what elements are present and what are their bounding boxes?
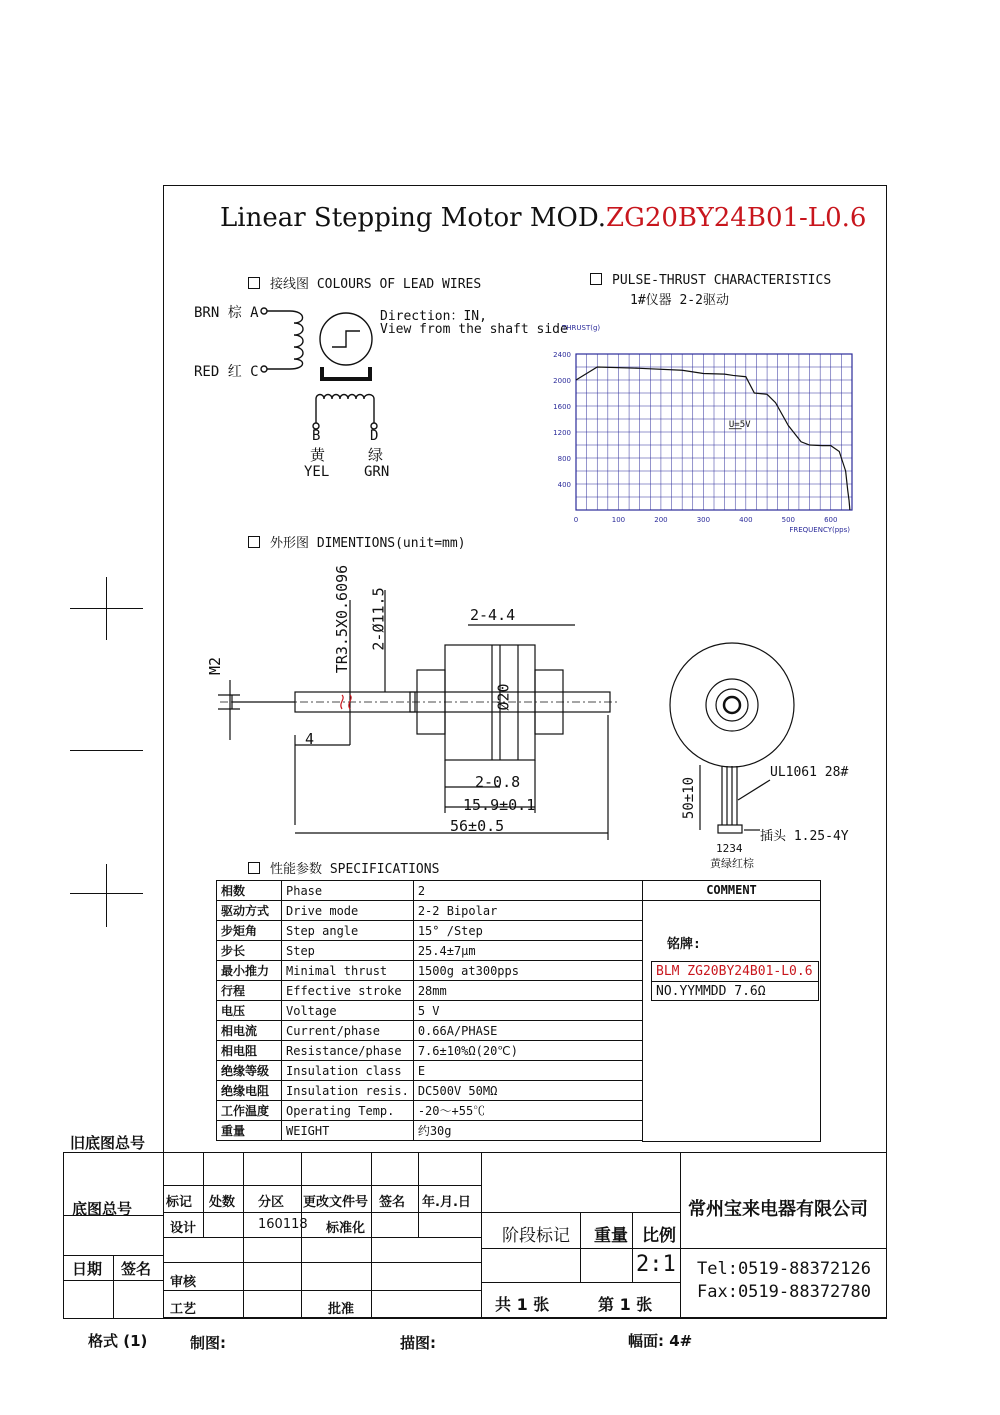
spec-en: Insulation resis. [282,1081,414,1101]
comment-box [642,880,821,1142]
wire-grn-label: GRN [364,464,390,480]
chart-y-tick: 2400 [553,351,571,359]
spec-row [217,881,643,901]
wire-yel-label: YEL [304,464,330,480]
footer-traced: 描图: [400,1334,436,1352]
dim-w44: 2-4.4 [470,606,516,624]
spec-cn: 步长 [217,941,282,961]
tb-line [63,1152,64,1318]
spec-en: Drive mode [282,901,414,921]
nameplate-label: 铭牌: [667,937,701,952]
dim-w08: 2-0.8 [475,773,521,791]
tb-zone: 分区 [258,1195,285,1210]
tb-signature: 签名 [379,1195,406,1210]
spec-en: Insulation class [282,1061,414,1081]
coil-bd-icon [316,395,374,424]
tb-design-date: 160118 [258,1217,308,1232]
spec-cn: 步矩角 [217,921,282,941]
spec-val: 1500g at300pps [413,961,642,981]
direction-text: Direction：IN, [380,309,487,324]
tb-page: 第 1 张 [598,1295,653,1314]
wiring-diagram [250,295,380,435]
dim-tr: TR3.5X0.6096 [333,564,352,674]
spec-row [217,1061,643,1081]
spec-val: 约30g [413,1121,642,1141]
tb-stage: 阶段标记 [502,1226,570,1246]
spec-val: 2 [413,881,642,901]
wire-b-label: B [312,428,321,444]
tb-company: 常州宝来电器有限公司 [688,1199,868,1220]
tb-line [63,1318,887,1319]
spec-row [217,961,643,981]
tb-ymd: 年.月.日 [422,1195,471,1210]
tb-scale: 2:1 [636,1252,676,1277]
tb-line [163,1290,481,1291]
dim-d20: Ø20 [494,683,513,711]
chart-y-tick: 2000 [553,377,571,385]
wiring-heading: 接线图 COLOURS OF LEAD WIRES [248,273,481,292]
tb-weight: 重量 [594,1226,628,1246]
dim-l50: 50±10 [681,776,698,820]
tb-date: 日期 [72,1260,103,1278]
margin-mark-2-h [70,750,143,751]
tb-total: 共 1 张 [495,1295,550,1314]
coil-ac-icon [267,311,303,369]
spec-en: Voltage [282,1001,414,1021]
spec-cn: 相电阻 [217,1041,282,1061]
spec-val: 15° /Step [413,921,642,941]
spec-val: DC500V 50MΩ [413,1081,642,1101]
tb-line [481,1152,482,1318]
tb-line [632,1212,633,1282]
pulse-thrust-chart [540,316,870,536]
spec-en: Minimal thrust [282,961,414,981]
chart-y-label: THRUST(g) [562,324,601,332]
tb-line [680,1152,681,1318]
wire-brn-label: BRN 棕 A [194,305,259,321]
spec-en: Resistance/phase [282,1041,414,1061]
footer-format: 格式 (1) [88,1332,148,1350]
footer-drawn: 制图: [190,1334,226,1352]
wire-green-cn: 绿 [368,446,384,464]
chart-y-tick: 800 [557,455,571,463]
chart-x-label: FREQUENCY(pps) [789,526,850,534]
dim-ul: UL1061 28# [770,765,849,780]
tb-line [418,1152,419,1237]
chart-annotation: U=5V [728,419,751,430]
spec-val: E [413,1061,642,1081]
nameplate-box [651,961,819,1001]
chart-x-tick: 100 [611,516,626,524]
nameplate-no: NO.YYMMDD 7.6Ω [656,984,766,999]
chart-y-tick: 1600 [553,403,571,411]
spec-val: 7.6±10%Ω(20℃) [413,1041,642,1061]
lead-a-dot [261,308,267,314]
checkbox-icon [248,536,260,548]
spec-row [217,1021,643,1041]
chart-x-tick: 0 [573,516,579,524]
spec-cn: 绝缘电阻 [217,1081,282,1101]
lead-c-dot [261,366,267,372]
spec-en: Step angle [282,921,414,941]
spec-val: 5 V [413,1001,642,1021]
dim-m2: M2 [206,656,225,676]
pulse-subheading: 1#仪器 2-2驱动 [630,293,729,308]
comment-header: COMMENT [643,881,820,901]
dim-pin-colors: 黄绿红棕 [710,857,754,870]
spec-val: 25.4±7μm [413,941,642,961]
tb-line [163,1237,481,1238]
tb-line [243,1152,244,1318]
footer-size: 幅面: 4# [628,1332,693,1350]
title-model: ZG20BY24B01-L0.6 [606,203,867,233]
tb-line [113,1255,114,1318]
spec-cn: 驱动方式 [217,901,282,921]
spec-val: 0.66A/PHASE [413,1021,642,1041]
tb-standard: 标准化 [326,1221,366,1236]
chart-x-tick: 600 [824,516,838,524]
motor-side-drawing [200,555,630,845]
chart-x-tick: 300 [696,516,711,524]
title-prefix: Linear Stepping Motor MOD. [220,203,607,233]
tb-design: 设计 [170,1221,197,1236]
tb-line [371,1152,372,1318]
wire-red-label: RED 红 C [194,364,259,380]
wire-yellow-cn: 黄 [310,446,326,464]
spec-en: Current/phase [282,1021,414,1041]
tb-craft: 工艺 [170,1302,197,1317]
dim-l4: 4 [305,730,315,748]
page-title [220,203,866,233]
tb-line [580,1212,581,1282]
spec-val: -20～+55℃ [413,1101,642,1121]
chart-y-tick: 400 [557,481,571,489]
spec-table [216,880,643,1141]
spec-row [217,921,643,941]
tb-line [203,1152,204,1237]
chart-x-tick: 500 [781,516,795,524]
dim-l56: 56±0.5 [450,817,505,835]
chart-x-tick: 400 [739,516,753,524]
spec-row [217,1041,643,1061]
tb-fax: Fax:0519-88372780 [697,1282,871,1302]
tb-review: 审核 [170,1275,197,1290]
tb-line [481,1248,887,1249]
chart-y-tick: 1200 [553,429,571,437]
dim-pins: 1234 [716,842,743,855]
checkbox-icon [248,277,260,289]
tb-line [163,1185,481,1186]
tb-line [481,1282,680,1283]
checkbox-icon [248,862,260,874]
spec-cn: 电压 [217,1001,282,1021]
spec-en: Step [282,941,414,961]
tb-old-no: 旧底图总号 [70,1134,146,1152]
spec-cn: 最小推力 [217,961,282,981]
tb-approve: 批准 [328,1302,355,1317]
spec-row [217,901,643,921]
tb-line [163,1262,481,1263]
spec-en: Phase [282,881,414,901]
spec-cn: 绝缘等级 [217,1061,282,1081]
dim-plug: 插头 1.25-4Y [760,829,849,844]
spec-row [217,1001,643,1021]
view-text: View from the shaft side [380,322,568,337]
spec-cn: 相数 [217,881,282,901]
chart-x-tick: 200 [654,516,668,524]
spec-en: WEIGHT [282,1121,414,1141]
tb-line [163,1212,481,1213]
spec-en: Operating Temp. [282,1101,414,1121]
spec-cn: 工作温度 [217,1101,282,1121]
tb-line [163,1152,887,1153]
spec-row [217,1081,643,1101]
tb-scale-label: 比例 [642,1226,676,1246]
spec-row [217,941,643,961]
margin-mark-3-v [106,864,107,927]
spec-cn: 相电流 [217,1021,282,1041]
spec-cn: 行程 [217,981,282,1001]
spec-val: 28mm [413,981,642,1001]
tb-base-no: 底图总号 [72,1200,133,1218]
spec-cn: 重量 [217,1121,282,1141]
spec-val: 2-2 Bipolar [413,901,642,921]
specs-heading: 性能参数 SPECIFICATIONS [248,858,439,877]
tb-mark: 标记 [166,1195,193,1210]
tb-sign: 签名 [121,1260,152,1278]
pulse-heading: PULSE-THRUST CHARACTERISTICS [590,273,831,288]
spec-row [217,1121,643,1141]
dims-heading: 外形图 DIMENTIONS(unit=mm) [248,532,466,551]
dim-l159: 15.9±0.1 [463,796,536,814]
chart-series-line [576,367,850,510]
spec-en: Effective stroke [282,981,414,1001]
tb-doc: 更改文件号 [303,1195,369,1210]
tb-line [481,1212,680,1213]
tb-line [301,1152,302,1318]
tb-count: 处数 [209,1195,236,1210]
tb-tel: Tel:0519-88372126 [697,1259,871,1279]
spec-row [217,981,643,1001]
nameplate-model: BLM ZG20BY24B01-L0.6 [652,962,818,982]
dim-d115: 2-Ø11.5 [369,587,388,651]
spec-row [217,1101,643,1121]
wire-d-label: D [370,428,379,444]
margin-mark-1-v [106,577,107,640]
checkbox-icon [590,273,602,285]
